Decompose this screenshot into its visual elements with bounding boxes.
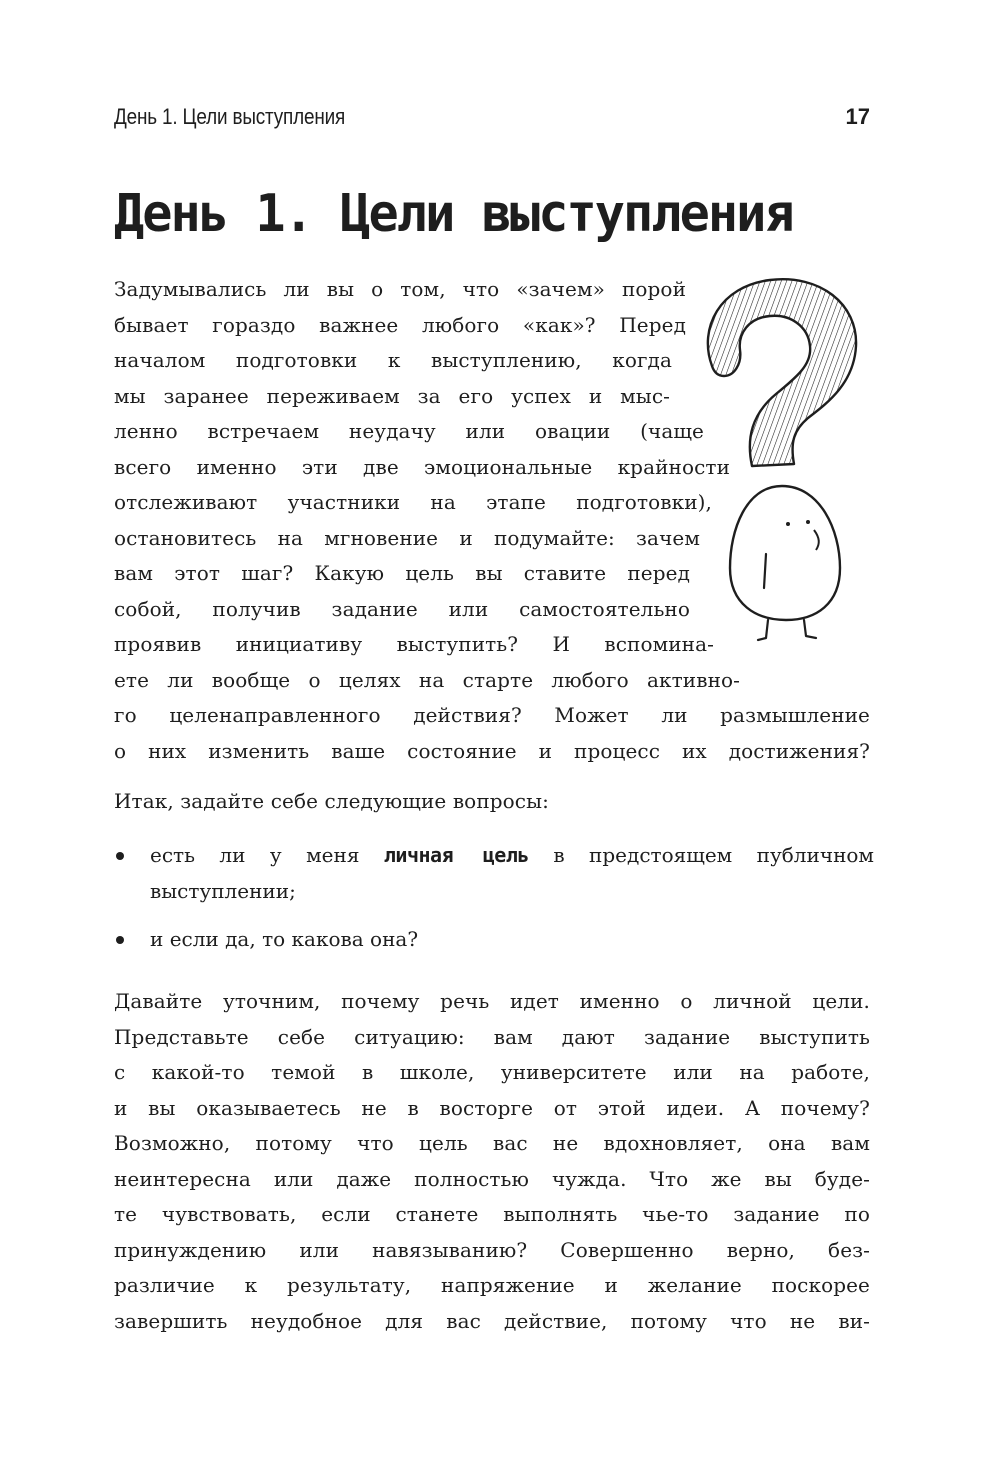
list-item [114,838,874,909]
text-line: вам этот шаг? Какую цель вы ставите перед [114,561,690,585]
text-line: о них изменить ваше состояние и процесс их достижения? [114,738,870,763]
text-line: с какой-то темой в школе, университете или на работе, [114,1060,870,1084]
text-line: и вы оказываетесь не в восторге от этой идеи. А почему? [114,1095,870,1120]
text-line: Представьте себе ситуацию: вам дают задание выступить [114,1024,870,1049]
text-line: го целенаправленного действия? Может ли размышление [114,703,870,727]
bullet-text: в предстоящем публичном [528,843,874,867]
text-line: Задумывались ли вы о том, что «зачем» порой [114,277,686,301]
text-line: и если да, то какова она? [150,927,419,951]
text-line: ленно встречаем неудачу или овации (чаще [114,419,704,443]
egg-character-icon [730,486,840,640]
text-line: мы заранее переживаем за его успех и мыс- [114,383,670,408]
text-line: началом подготовки к выступлению, когда [114,348,672,372]
text-line: принуждению или навязыванию? Совершенно верно, без- [114,1237,870,1262]
text-line [150,838,874,874]
running-header [114,104,870,134]
text-line: проявив инициативу выступить? И вспомина- [114,632,714,656]
text-line: Давайте уточним, почему речь идет именно о личной цели. [114,989,870,1013]
text-line: собой, получив задание или самостоятельно [114,596,690,621]
text-line: отслеживают участники на этапе подготовки), [114,490,712,514]
text-line: ете ли вообще о целях на старте любого активно- [114,667,740,692]
bullet-icon [116,936,124,944]
text-line: остановитесь на мгновение и подумайте: зачем [114,525,700,550]
chapter-title: День 1. Цели выступления [114,184,793,244]
page-number: 17 [845,104,870,129]
running-title: День 1. Цели выступления [114,104,346,129]
list-item [114,922,874,958]
text-line: завершить неудобное для вас действие, потому что не ви- [114,1308,870,1333]
paragraph-questions-intro: Итак, задайте себе следующие вопросы: [114,789,549,813]
text-line: те чувствовать, если станете выполнять чье-то задание по [114,1202,870,1226]
text-line: всего именно эти две эмоциональные крайности [114,454,730,479]
bullet-icon [116,852,124,860]
paragraph-personal-goal [114,984,874,1339]
text-line: неинтересна или даже полностью чужда. Что же вы буде- [114,1166,870,1191]
text-line: бывает гораздо важнее любого «как»? Перед [114,312,686,337]
text-line: выступлении; [150,878,296,903]
question-mark-icon [708,279,856,466]
text-line: различие к результату, напряжение и желание поскорее [114,1273,870,1297]
bold-term: личная цель [383,843,529,867]
bullet-text: есть ли у меня [150,843,384,867]
text-line: Возможно, потому что цель вас не вдохновляет, она вам [114,1131,870,1155]
question-list [114,838,874,971]
question-mark-egg-illustration [690,268,870,658]
